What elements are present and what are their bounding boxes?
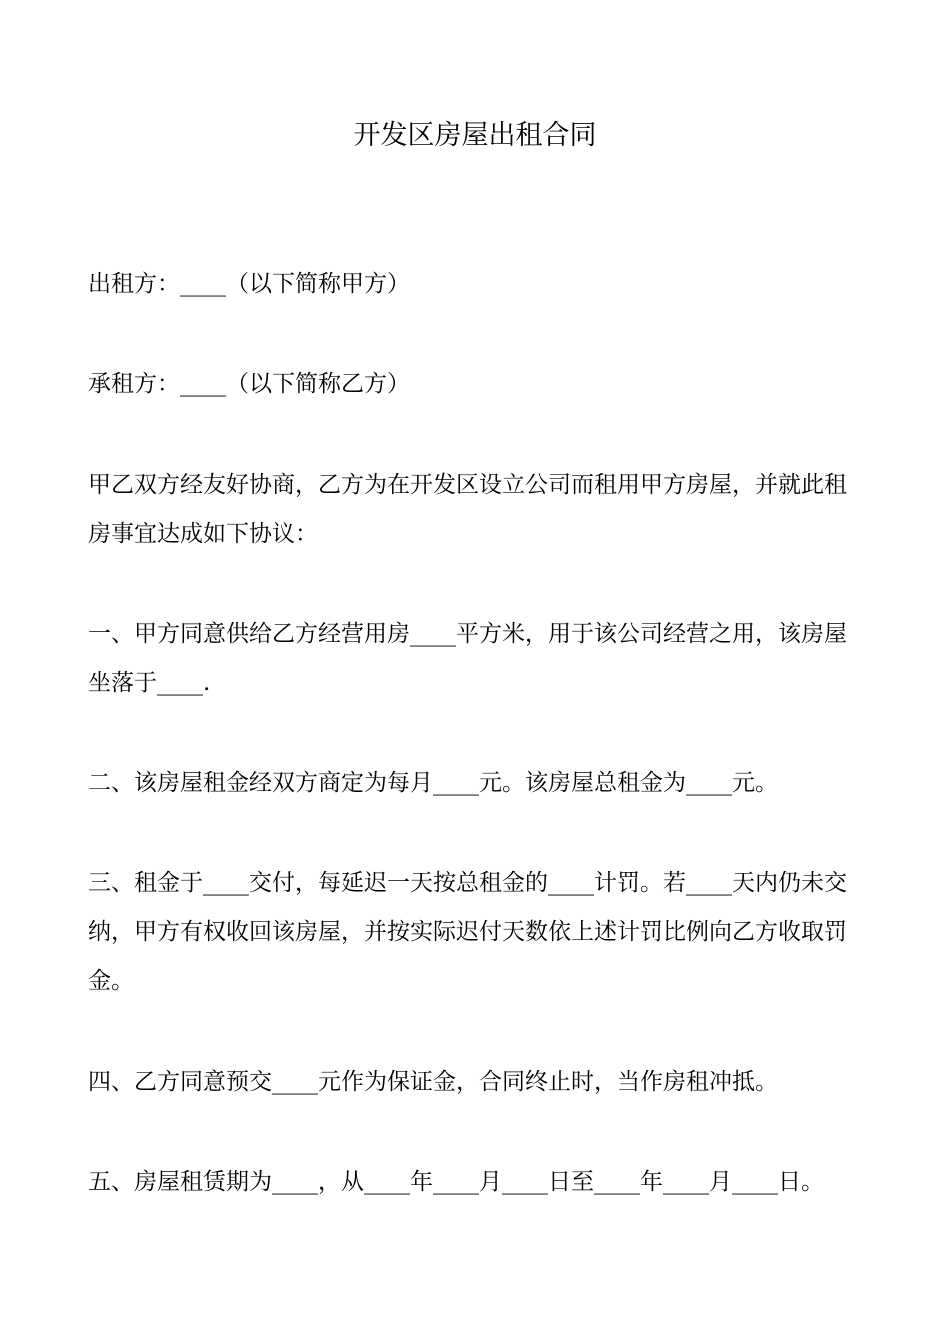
clause-5: 五、房屋租赁期为____，从____年____月____日至____年____月____日。 (88, 1169, 824, 1195)
clause-1: 一、甲方同意供给乙方经营用房____平方米，用于该公司经营之用，该房屋坐落于____. (88, 621, 847, 696)
clause-4: 四、乙方同意预交____元作为保证金，合同终止时，当作房租冲抵。 (88, 1069, 778, 1095)
lessor-line: 出租方：____（以下简称甲方） (88, 271, 410, 297)
intro-paragraph: 甲乙双方经友好协商，乙方为在开发区设立公司而租用甲方房屋，并就此租房事宜达成如下协议： (88, 472, 847, 547)
clause-2: 二、该房屋租金经双方商定为每月____元。该房屋总租金为____元。 (88, 770, 778, 796)
clause-3: 三、租金于____交付，每延迟一天按总租金的____计罚。若____天内仍未交纳，甲方有权收回该房屋，并按实际迟付天数依上述计罚比例向乙方收取罚金。 (88, 870, 847, 994)
document-title: 开发区房屋出租合同 (353, 120, 597, 151)
lessee-line: 承租方：____（以下简称乙方） (88, 371, 410, 397)
